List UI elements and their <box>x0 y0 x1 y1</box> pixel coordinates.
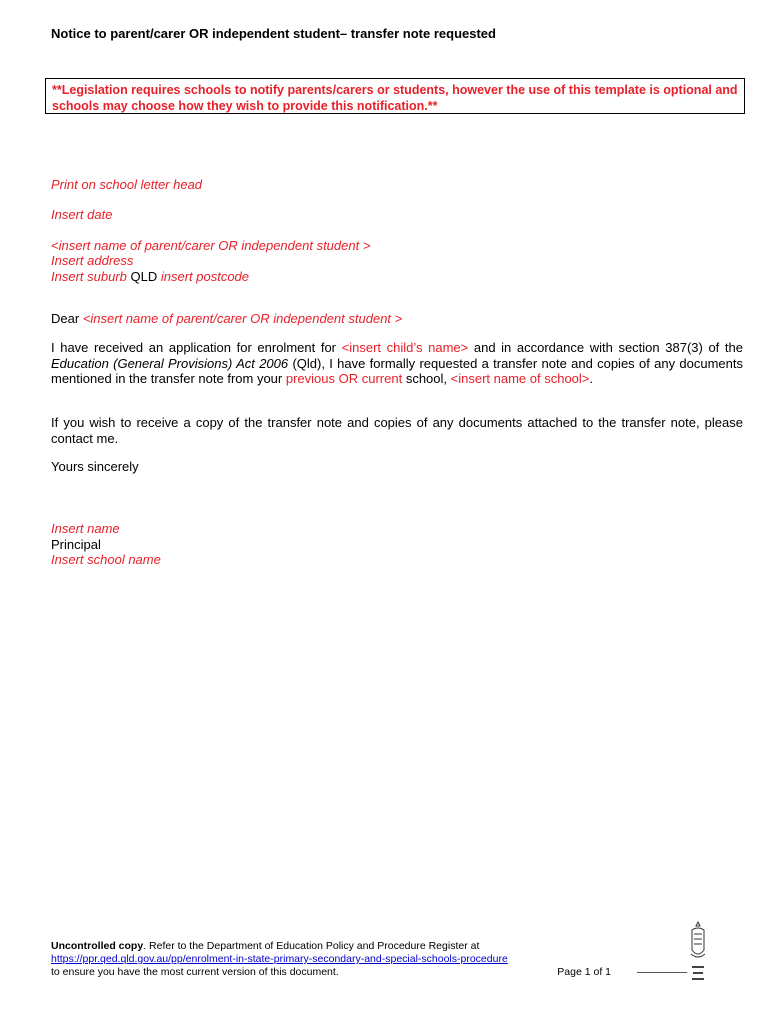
suburb-line <box>51 269 249 284</box>
date-placeholder: Insert date <box>51 207 113 222</box>
footer-divider <box>637 972 687 973</box>
body-paragraph-1 <box>51 340 743 387</box>
signatory-role: Principal <box>51 537 101 552</box>
suburb-placeholder: Insert suburb <box>51 269 127 284</box>
body-paragraph-2: If you wish to receive a copy of the transfer note and copies of any documents attached to the transfer note, please contact me. <box>51 415 743 446</box>
queensland-crest-icon <box>688 920 708 986</box>
previous-current-placeholder: previous OR current <box>285 371 403 387</box>
body1-text-b: and in accordance with section 387(3) of the <box>473 340 743 355</box>
act-name: Education (General Provisions) Act 2006 <box>51 355 289 371</box>
signatory-school-placeholder: Insert school name <box>51 552 161 567</box>
school-name-placeholder: <insert name of school> <box>450 371 590 387</box>
signatory-name-placeholder: Insert name <box>51 521 120 536</box>
closing: Yours sincerely <box>51 459 139 474</box>
page-number: Page 1 of 1 <box>557 966 611 978</box>
body1-text-e: . <box>589 371 594 387</box>
salutation-dear: Dear <box>51 311 80 326</box>
postcode-placeholder: insert postcode <box>160 269 250 284</box>
legislation-notice: **Legislation requires schools to notify parents/carers or students, however the use of this template is optional and schools may choose how they wish to provide this notification.** <box>45 78 745 114</box>
footer-text-1: . Refer to the Department of Education Policy and Procedure Register at <box>143 940 480 952</box>
footer-line-1 <box>51 940 611 953</box>
address-placeholder: Insert address <box>51 253 134 268</box>
body1-text-d: school, <box>405 371 448 387</box>
child-name-placeholder: <insert child’s name> <box>341 340 469 355</box>
letterhead-placeholder: Print on school letter head <box>51 177 203 192</box>
body1-text-a: I have received an application for enrolment for <box>51 340 336 355</box>
footer-text-2: to ensure you have the most current version of this document. <box>51 966 339 978</box>
footer <box>51 940 611 979</box>
body1-text-c: (Qld), I have formally requested a transfer note and copies of any documents mentioned in the transfer note from your <box>51 355 743 387</box>
salutation-name-placeholder: <insert name of parent/carer OR independent student > <box>82 311 403 326</box>
salutation <box>51 311 402 326</box>
document-title: Notice to parent/carer OR independent student– transfer note requested <box>51 26 496 41</box>
state: QLD <box>130 269 158 284</box>
procedure-link[interactable]: https://ppr.qed.qld.gov.au/pp/enrolment-in-state-primary-secondary-and-special-schools-procedure <box>51 953 508 965</box>
recipient-name-placeholder: <insert name of parent/carer OR independent student > <box>51 238 371 253</box>
uncontrolled-copy-label: Uncontrolled copy <box>51 940 144 952</box>
